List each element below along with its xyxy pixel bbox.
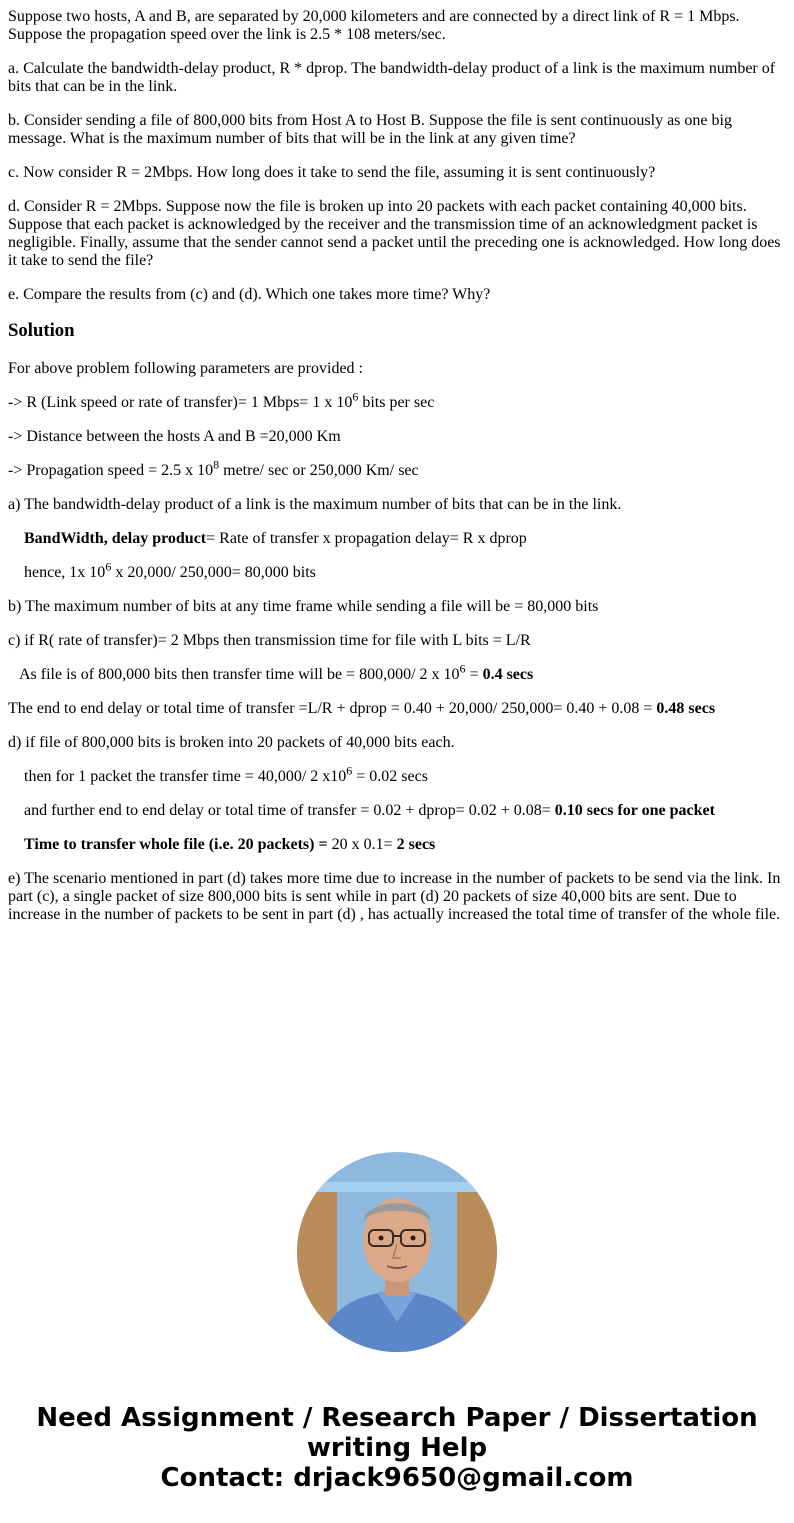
solution-heading: Solution bbox=[8, 320, 75, 341]
answer-a-formula: BandWidth, delay product= Rate of transfer x propagation delay= R x dprop bbox=[24, 530, 527, 547]
question-part-b: b. Consider sending a file of 800,000 bits from Host A to Host B. Suppose the file is sent continuously as one big message. What is the maximum number of bits that will be in the link at any given time? bbox=[8, 112, 732, 147]
answer-b: b) The maximum number of bits at any time frame while sending a file will be = 80,000 bits bbox=[8, 598, 599, 615]
params-intro: For above problem following parameters are provided : bbox=[8, 360, 363, 377]
footer-line-1: Need Assignment / Research Paper / Dissertation bbox=[36, 1403, 758, 1433]
answer-d-total: and further end to end delay or total time of transfer = 0.02 + dprop= 0.02 + 0.08= 0.10 secs for one packet bbox=[24, 802, 715, 819]
question-part-e: e. Compare the results from (c) and (d). Which one takes more time? Why? bbox=[8, 286, 491, 303]
question-part-d: d. Consider R = 2Mbps. Suppose now the file is broken up into 20 packets with each packet containing 40,000 bits. Suppose that each packet is acknowledged by the receiver and the transmission time of an acknowledgment packet is negligible. Finally, assume that the sender cannot send a packet until the preceding one is acknowledged. How long does it take to send the file? bbox=[8, 198, 781, 269]
answer-a: a) The bandwidth-delay product of a link is the maximum number of bits that can be in the link. bbox=[8, 496, 622, 513]
footer-line-2: writing Help bbox=[306, 1433, 488, 1463]
author-portrait bbox=[297, 1152, 497, 1352]
answer-d-whole: Time to transfer whole file (i.e. 20 packets) = 20 x 0.1= 2 secs bbox=[24, 836, 436, 853]
footer-promo bbox=[0, 1403, 794, 1493]
answer-d-calc: then for 1 packet the transfer time = 40,000/ 2 $x10^6 = 0.02$ secs bbox=[24, 763, 428, 785]
question-part-a: a. Calculate the bandwidth-delay product, R * dprop. The bandwidth-delay product of a link is the maximum number of bits that can be in the link. bbox=[8, 60, 776, 95]
footer-contact: Contact: drjack9650@gmail.com bbox=[160, 1463, 634, 1493]
param-distance: -> Distance between the hosts A and B =20,000 Km bbox=[8, 428, 341, 445]
answer-e: e) The scenario mentioned in part (d) takes more time due to increase in the number of packets to be send via the link. In part (c), a single packet of size 800,000 bits is sent while in part (d) 20 packets of size 40,000 bits are sent. Due to increase in the number of packets to be sent in part (d) , has actually increased the total time of transfer of the whole file. bbox=[8, 870, 781, 923]
author-avatar bbox=[297, 1152, 497, 1352]
answer-d: d) if file of 800,000 bits is broken into 20 packets of 40,000 bits each. bbox=[8, 734, 455, 751]
param-rate: -> R (Link speed or rate of transfer)= 1 Mbps= 1 x $10^6$ bits per sec bbox=[8, 389, 435, 411]
answer-c-total: The end to end delay or total time of transfer =L/R + dprop = 0.40 + 20,000/ 250,000= 0.40 + 0.08 = 0.48 secs bbox=[8, 700, 716, 717]
answer-c-calc: As file is of 800,000 bits then transfer time will be = 800,000/ 2 x $10^6 = 0.4$ secs bbox=[19, 661, 534, 683]
document-content bbox=[8, 8, 786, 940]
answer-c: c) if R( rate of transfer)= 2 Mbps then transmission time for file with L bits = L/R bbox=[8, 632, 531, 649]
answer-a-calc: hence, 1x $10^6$ x 20,000/ 250,000= 80,000 bits bbox=[24, 559, 316, 581]
question-part-c: c. Now consider R = 2Mbps. How long does it take to send the file, assuming it is sent continuously? bbox=[8, 164, 656, 181]
param-speed: -> Propagation speed = 2.5 x $10^8$ metre/ sec or 250,000 Km/ sec bbox=[8, 457, 419, 479]
question-intro: Suppose two hosts, A and B, are separated by 20,000 kilometers and are connected by a direct link of R = 1 Mbps. Suppose the propagation speed over the link is 2.5 * 108 meters/sec. bbox=[8, 8, 740, 43]
